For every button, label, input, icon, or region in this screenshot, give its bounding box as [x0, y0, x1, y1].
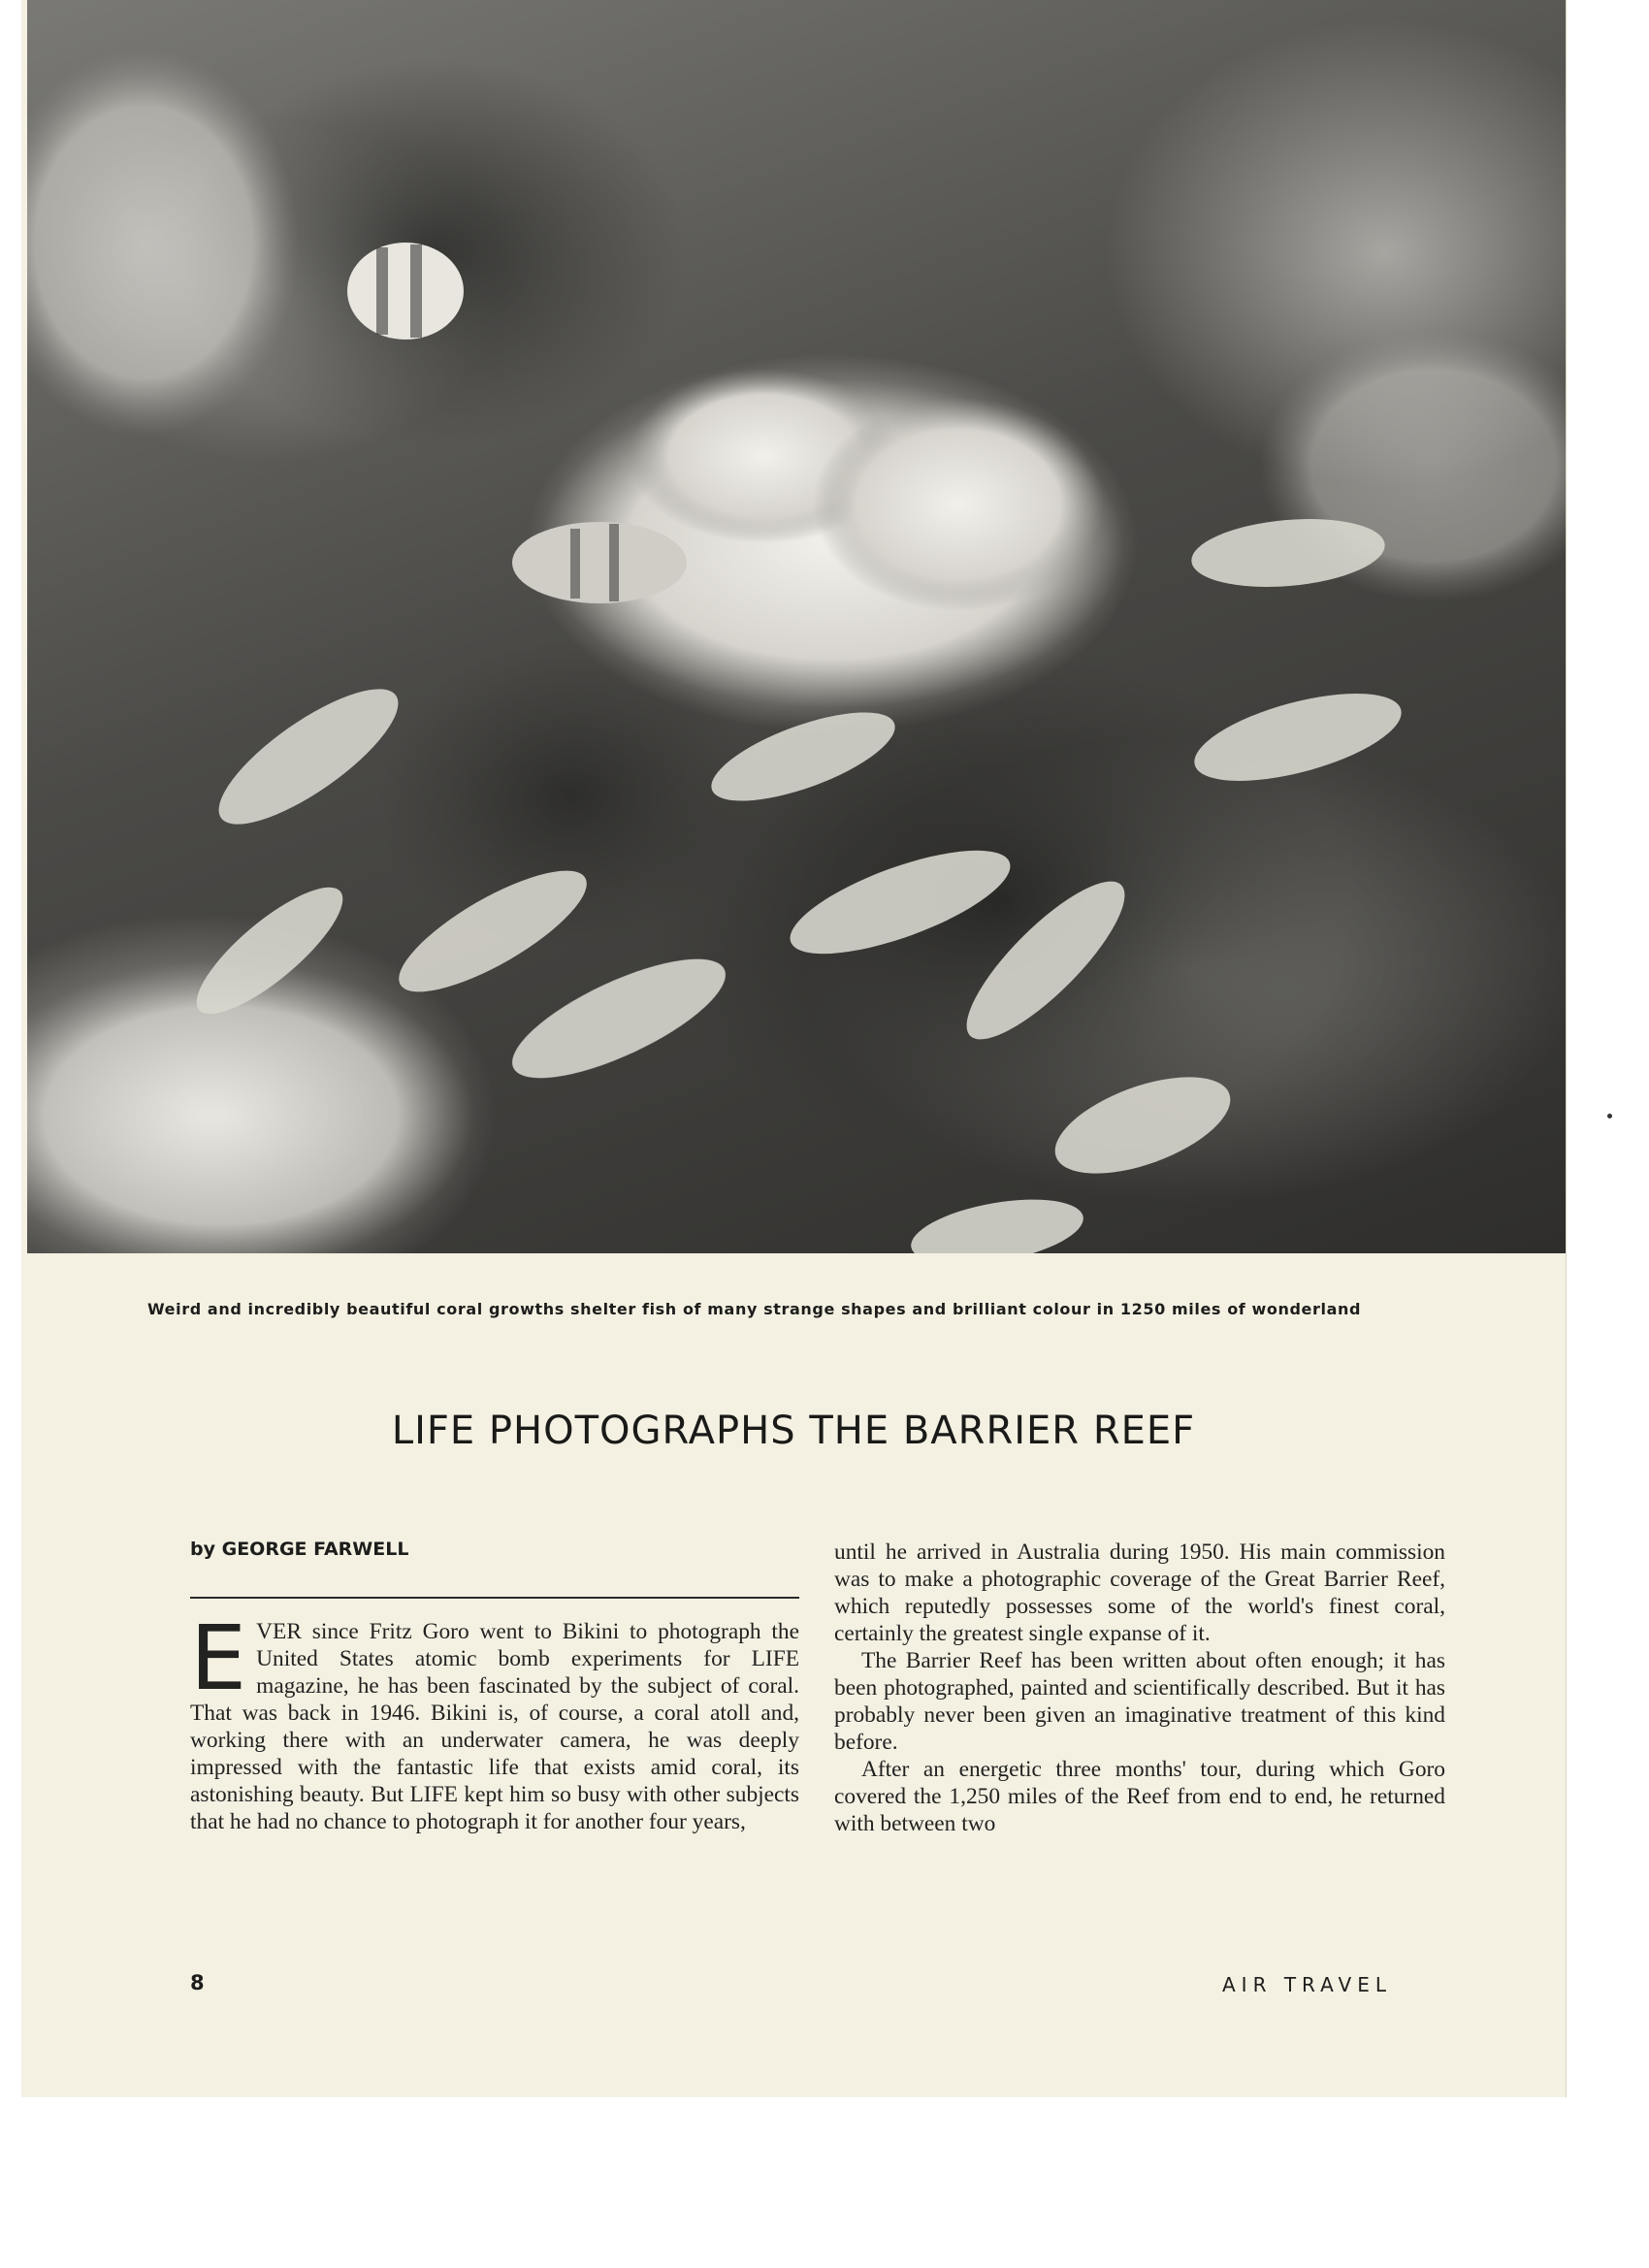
left-column	[190, 1606, 799, 1835]
paragraph: until he arrived in Australia during 1950. His main commission was to make a photographic coverage of the Great Barrier Reef, which reputedly possesses some of the world's finest coral, certainly the greatest single expanse of it.	[834, 1539, 1445, 1646]
photo-caption: Weird and incredibly beautiful coral growths shelter fish of many strange shapes and brilliant colour in 1250 miles of wonderland	[147, 1300, 1362, 1318]
running-footer: AIR TRAVEL	[1222, 1973, 1392, 1996]
magazine-page	[21, 0, 1566, 2097]
coral-reef-photo	[27, 0, 1566, 1253]
byline-rule	[190, 1597, 799, 1599]
paragraph	[190, 1606, 799, 1835]
paragraph-text: VER since Fritz Goro went to Bikini to photograph the United States atomic bomb experiments for LIFE magazine, he has been fascinated by the subject of coral. That was back in 1946. Bikini is, of course, a coral atoll and, working there with an underwater camera, he was deeply impressed with the fantastic life that exists amid coral, its astonishing beauty. But LIFE kept him so busy with other subjects that he had no chance to photograph it for another four years,	[190, 1619, 799, 1834]
paper-speck	[1607, 1114, 1612, 1118]
article-title: LIFE PHOTOGRAPHS THE BARRIER REEF	[391, 1409, 1196, 1453]
paragraph: After an energetic three months' tour, during which Goro covered the 1,250 miles of the Reef from end to end, he returned with between two	[834, 1757, 1445, 1836]
right-column	[834, 1539, 1445, 1837]
page-number: 8	[190, 1971, 205, 1994]
byline: by GEORGE FARWELL	[190, 1539, 409, 1560]
paragraph: The Barrier Reef has been written about often enough; it has been photographed, painted and scientifically described. But it has probably never been given an imaginative treatment of this kind before.	[834, 1648, 1445, 1755]
coral-reef-illustration	[27, 0, 1566, 1253]
drop-cap: E	[190, 1606, 247, 1710]
